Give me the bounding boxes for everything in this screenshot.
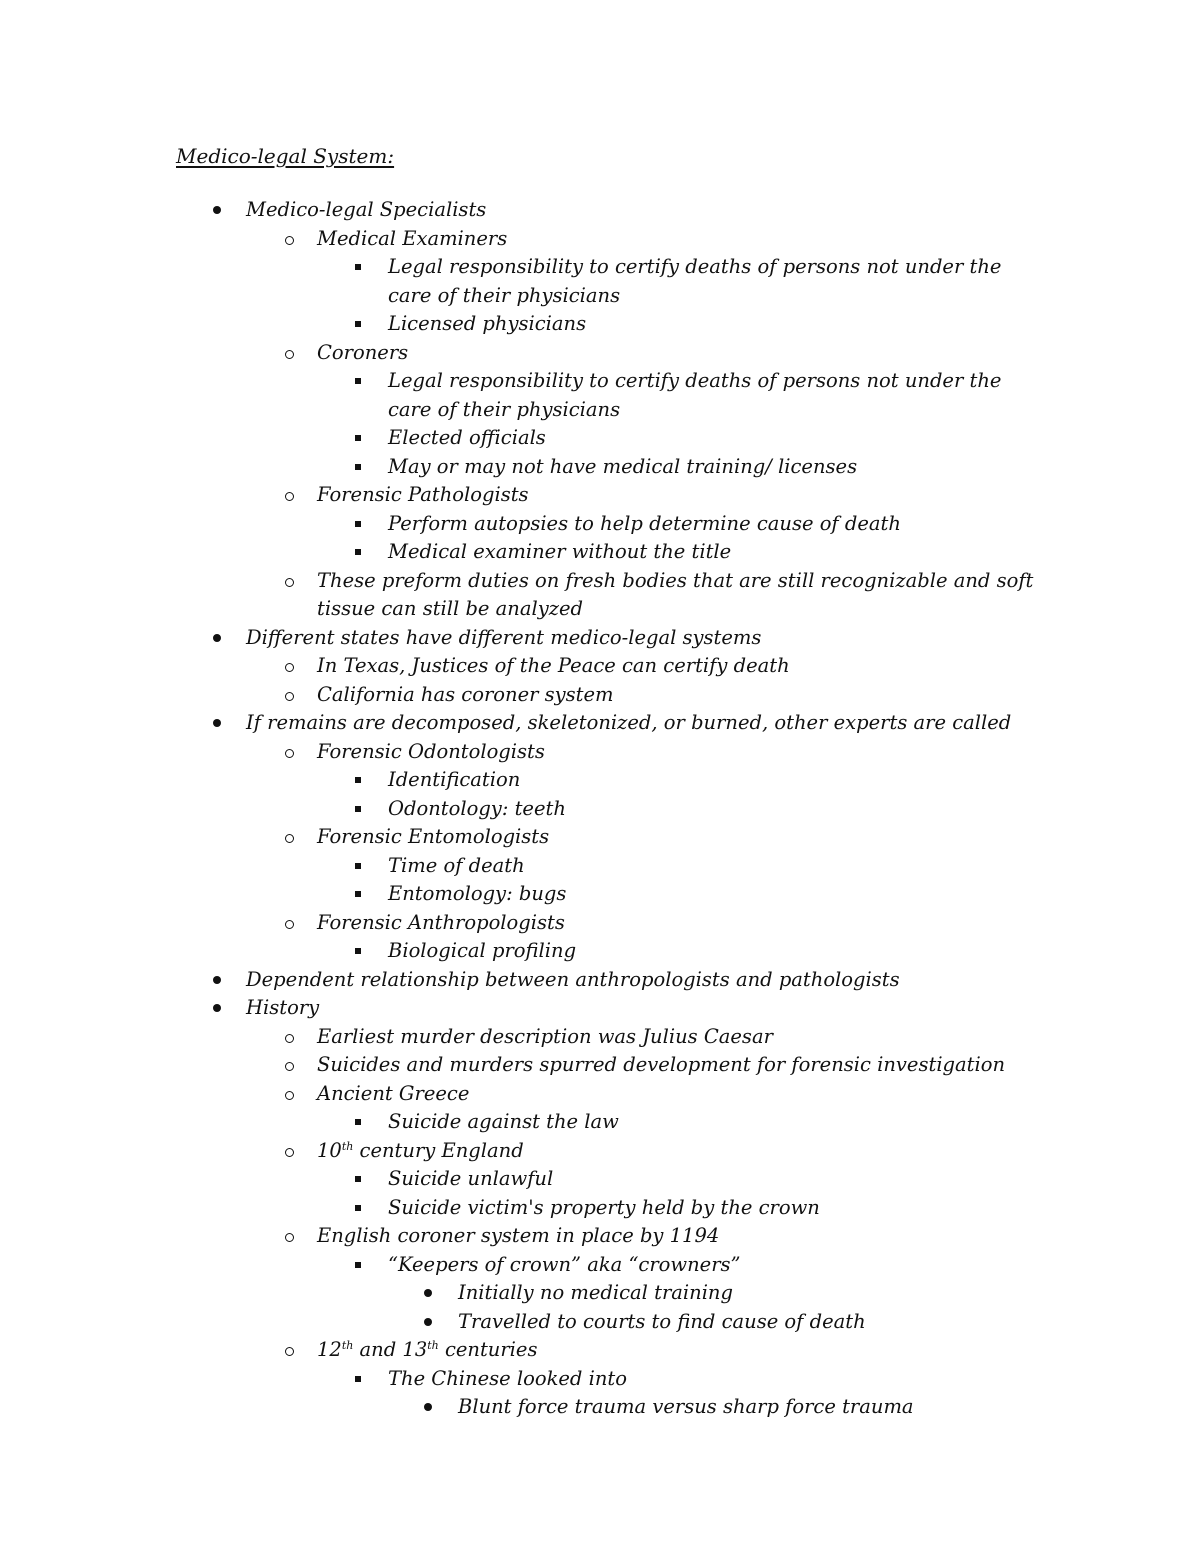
list-item-text <box>388 1251 741 1280</box>
list-item <box>0 1279 1200 1308</box>
text-segment: century England <box>353 1138 524 1162</box>
outline-list <box>0 196 1200 1422</box>
text-segment: Time of death <box>388 853 525 877</box>
text-segment: Legal responsibility to certify deaths of persons not under the <box>388 369 1002 392</box>
list-item-text <box>458 1393 914 1422</box>
list-item <box>0 538 1200 567</box>
list-item-text <box>388 1165 553 1194</box>
list-item <box>0 909 1200 938</box>
bullet-square-icon <box>352 1108 364 1137</box>
list-item <box>0 1137 1200 1166</box>
list-item-text <box>388 766 520 795</box>
list-item-text <box>317 567 1033 596</box>
list-item-text <box>317 1023 773 1052</box>
list-item-text <box>388 396 620 425</box>
bullet-square-icon <box>352 795 364 824</box>
bullet-dot-icon <box>210 966 224 995</box>
bullet-square-icon <box>352 1194 364 1223</box>
list-item-text <box>388 310 586 339</box>
bullet-square-icon <box>352 367 364 396</box>
text-segment: Odontology: teeth <box>388 796 566 820</box>
bullet-circle-icon <box>281 1051 297 1080</box>
bullet-square-icon <box>352 1251 364 1280</box>
list-item-text <box>388 424 546 453</box>
list-item-text <box>317 1222 719 1251</box>
bullet-dot-icon <box>210 624 224 653</box>
bullet-dot-icon <box>421 1393 435 1422</box>
list-item-text <box>388 510 901 539</box>
ordinal-superscript: th <box>427 1339 439 1352</box>
text-segment: Initially no medical training <box>458 1281 733 1304</box>
list-item <box>0 1336 1200 1365</box>
text-segment: Legal responsibility to certify deaths of persons not under the <box>388 255 1002 278</box>
text-segment: Different states have different medico-legal systems <box>246 625 762 649</box>
list-item <box>0 1251 1200 1280</box>
bullet-dot-icon <box>421 1279 435 1308</box>
list-item-text <box>317 1137 524 1166</box>
text-segment: Medical Examiners <box>317 226 508 250</box>
list-item <box>0 852 1200 881</box>
bullet-circle-icon <box>281 1222 297 1251</box>
list-item <box>0 1194 1200 1223</box>
list-item <box>0 339 1200 368</box>
list-item-text <box>317 823 549 852</box>
text-segment: “Keepers of crown” aka “crowners” <box>388 1252 741 1276</box>
text-segment: Suicide against the law <box>388 1110 619 1133</box>
list-item-text <box>388 253 1001 282</box>
list-item <box>0 823 1200 852</box>
list-item-text <box>317 595 583 624</box>
list-item-continuation <box>0 396 1200 425</box>
list-item-text <box>317 339 408 368</box>
list-item-text <box>317 909 565 938</box>
text-segment: If remains are decomposed, skeletonized, or burned, other experts are called <box>246 711 1012 734</box>
list-item <box>0 766 1200 795</box>
bullet-circle-icon <box>281 1137 297 1166</box>
list-item-text <box>458 1279 733 1308</box>
list-item-text <box>388 795 566 824</box>
text-segment: Suicide unlawful <box>388 1167 554 1190</box>
list-item <box>0 1023 1200 1052</box>
text-segment: Biological profiling <box>388 939 577 962</box>
list-item-text <box>246 624 761 653</box>
ordinal-superscript: th <box>341 1139 354 1153</box>
bullet-square-icon <box>352 1365 364 1394</box>
text-segment: May or may not have medical training/ licenses <box>388 454 858 478</box>
bullet-circle-icon <box>281 1023 297 1052</box>
list-item <box>0 966 1200 995</box>
list-item <box>0 510 1200 539</box>
bullet-dot-icon <box>210 994 224 1023</box>
text-segment: Perform autopsies to help determine cause of death <box>388 511 901 535</box>
text-segment: Elected officials <box>388 426 546 449</box>
text-segment: 12 <box>317 1338 342 1361</box>
list-item-text <box>388 1194 820 1223</box>
list-item <box>0 424 1200 453</box>
list-item <box>0 1165 1200 1194</box>
text-segment: Suicides and murders spurred development for forensic investigation <box>317 1053 1006 1076</box>
list-item <box>0 1365 1200 1394</box>
text-segment: Licensed physicians <box>388 312 587 335</box>
text-segment: care of their physicians <box>388 283 621 307</box>
page-title: Medico-legal System: <box>176 144 395 168</box>
bullet-dot-icon <box>210 196 224 225</box>
text-segment: care of their physicians <box>388 397 621 421</box>
bullet-circle-icon <box>281 909 297 938</box>
bullet-circle-icon <box>281 339 297 368</box>
text-segment: In Texas, Justices of the Peace can certify death <box>317 654 790 677</box>
text-segment: English coroner system in place by 1194 <box>317 1224 720 1247</box>
list-item-text <box>388 367 1001 396</box>
list-item-continuation <box>0 282 1200 311</box>
text-segment: The Chinese looked into <box>388 1366 627 1390</box>
text-segment: Earliest murder description was Julius Caesar <box>317 1024 773 1048</box>
list-item <box>0 937 1200 966</box>
list-item <box>0 624 1200 653</box>
list-item <box>0 196 1200 225</box>
bullet-square-icon <box>352 453 364 482</box>
list-item <box>0 253 1200 282</box>
bullet-circle-icon <box>281 738 297 767</box>
list-item-text <box>317 1080 469 1109</box>
text-segment: Suicide victim's property held by the crown <box>388 1195 820 1219</box>
list-item <box>0 738 1200 767</box>
list-item-text <box>246 709 1011 738</box>
list-item <box>0 225 1200 254</box>
text-segment: Medico-legal Specialists <box>246 198 487 221</box>
list-item-text <box>317 1051 1005 1080</box>
text-segment: Forensic Pathologists <box>317 483 529 506</box>
text-segment: and 13 <box>353 1338 428 1361</box>
bullet-circle-icon <box>281 225 297 254</box>
text-segment: centuries <box>438 1338 538 1361</box>
list-item <box>0 1080 1200 1109</box>
list-item <box>0 310 1200 339</box>
bullet-circle-icon <box>281 481 297 510</box>
bullet-dot-icon <box>210 709 224 738</box>
list-item <box>0 567 1200 596</box>
text-segment: Forensic Anthropologists <box>317 910 565 934</box>
list-item-text <box>388 453 857 482</box>
list-item <box>0 481 1200 510</box>
list-item-text <box>317 681 614 710</box>
list-item <box>0 880 1200 909</box>
bullet-square-icon <box>352 310 364 339</box>
bullet-circle-icon <box>281 567 297 596</box>
list-item-text <box>317 1336 537 1365</box>
list-item-text <box>246 994 319 1023</box>
text-segment: Dependent relationship between anthropologists and pathologists <box>246 967 900 991</box>
text-segment: Forensic Entomologists <box>317 825 550 848</box>
list-item <box>0 1393 1200 1422</box>
text-segment: Blunt force trauma versus sharp force trauma <box>458 1395 914 1418</box>
text-segment: History <box>246 996 320 1019</box>
list-item-text <box>246 196 486 225</box>
text-segment: Ancient Greece <box>317 1081 470 1105</box>
list-item <box>0 681 1200 710</box>
text-segment: Forensic Odontologists <box>317 739 545 763</box>
list-item-text <box>388 880 566 909</box>
bullet-circle-icon <box>281 1336 297 1365</box>
bullet-square-icon <box>352 766 364 795</box>
bullet-circle-icon <box>281 681 297 710</box>
list-item-text <box>317 225 507 254</box>
list-item <box>0 1108 1200 1137</box>
list-item <box>0 994 1200 1023</box>
list-item-text <box>246 966 900 995</box>
bullet-circle-icon <box>281 823 297 852</box>
text-segment: Coroners <box>317 340 409 364</box>
list-item <box>0 367 1200 396</box>
bullet-square-icon <box>352 424 364 453</box>
text-segment: Travelled to courts to find cause of death <box>458 1309 866 1333</box>
bullet-circle-icon <box>281 1080 297 1109</box>
list-item-text <box>388 852 525 881</box>
list-item-text <box>388 1365 627 1394</box>
list-item-text <box>388 538 731 567</box>
list-item-text <box>317 481 529 510</box>
text-segment: Medical examiner without the title <box>388 540 732 563</box>
list-item <box>0 709 1200 738</box>
list-item <box>0 1051 1200 1080</box>
bullet-square-icon <box>352 937 364 966</box>
list-item-text <box>317 738 545 767</box>
list-item <box>0 453 1200 482</box>
list-item <box>0 652 1200 681</box>
text-segment: Identification <box>388 768 521 791</box>
bullet-square-icon <box>352 852 364 881</box>
list-item <box>0 795 1200 824</box>
bullet-circle-icon <box>281 652 297 681</box>
bullet-square-icon <box>352 880 364 909</box>
bullet-dot-icon <box>421 1308 435 1337</box>
list-item <box>0 1222 1200 1251</box>
bullet-square-icon <box>352 1165 364 1194</box>
text-segment: tissue can still be analyzed <box>317 597 584 620</box>
text-segment: California has coroner system <box>317 682 614 706</box>
list-item-text <box>458 1308 866 1337</box>
ordinal-superscript: th <box>341 1339 354 1352</box>
bullet-square-icon <box>352 538 364 567</box>
text-segment: These preform duties on fresh bodies that are still recognizable and soft <box>317 568 1034 592</box>
list-item-text <box>388 1108 619 1137</box>
bullet-square-icon <box>352 510 364 539</box>
text-segment: Entomology: bugs <box>388 882 567 905</box>
bullet-square-icon <box>352 253 364 282</box>
list-item-text <box>388 937 576 966</box>
list-item <box>0 1308 1200 1337</box>
list-item-continuation <box>0 595 1200 624</box>
list-item-text <box>317 652 790 681</box>
text-segment: 10 <box>317 1138 342 1162</box>
list-item-text <box>388 282 620 311</box>
